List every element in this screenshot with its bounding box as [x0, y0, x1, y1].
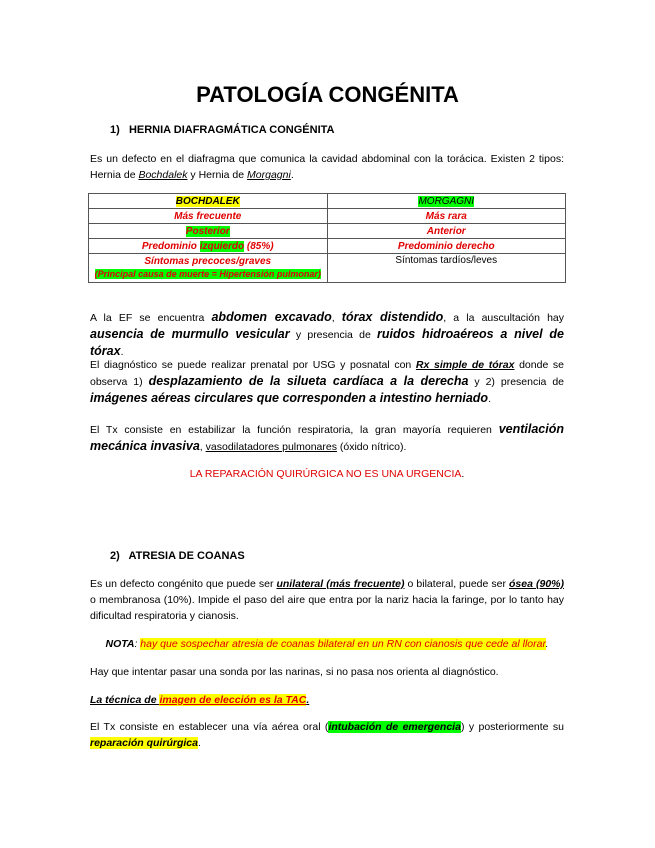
text: y 2) presencia de: [468, 376, 565, 388]
text-emph: unilateral (más frecuente): [276, 578, 405, 590]
table-cell: Más frecuente: [89, 209, 328, 224]
text: Es un defecto congénito que puede ser: [90, 578, 277, 590]
text: El Tx consiste en estabilizar la función respiratoria, la gran mayoría requieren: [90, 424, 499, 436]
section1-intro: [90, 151, 564, 183]
text-emph: tórax distendido: [341, 310, 444, 324]
table-row: [89, 254, 566, 283]
table-cell: Predominio derecho: [327, 239, 566, 254]
intro-dot: .: [290, 169, 294, 181]
section1-paragraph-dx: [90, 357, 564, 407]
warning-dot: .: [461, 468, 465, 480]
cell-text: Síntomas precoces/graves: [144, 256, 272, 267]
text: y presencia de: [289, 329, 378, 341]
table-header-bochdalek: [89, 194, 328, 209]
cell-text-highlight: (Principal causa de muerte = Hipertensión pulmonar): [94, 269, 321, 279]
text: El Tx consiste en establecer una vía aérea oral (: [90, 721, 329, 733]
section2-heading: [110, 550, 245, 562]
text-emph: intubación de emergencia: [328, 721, 461, 733]
text: o membranosa (10%). Impide el paso del aire que entra por la nariz hacia la faringe, por lo tanto hay dificultad respiratoria y cianosis.: [90, 594, 564, 622]
comparison-table: [88, 193, 566, 283]
text-emph: desplazamiento de la silueta cardíaca a la derecha: [148, 374, 469, 388]
table-cell: Anterior: [327, 224, 566, 239]
table-header-morgagni: [327, 194, 566, 209]
section1-number: 1): [110, 124, 120, 136]
section2-paragraph-def: [90, 576, 564, 624]
header-text: MORGAGNI: [418, 195, 475, 207]
table-cell: [89, 224, 328, 239]
section2-title: ATRESIA DE COANAS: [128, 550, 245, 562]
intro-text-2: y Hernia de: [187, 169, 248, 181]
intro-bochdalek: Bochdalek: [138, 169, 188, 181]
text-emph: ausencia de murmullo vesicular: [90, 327, 290, 341]
tac-highlight: imagen de elección es la TAC: [159, 694, 307, 706]
table-row: [89, 239, 566, 254]
text-emph: ventilación mecánica invasiva: [90, 422, 564, 453]
note-text: hay que sospechar atresia de coanas bilateral en un RN con cianosis que cede al llorar: [140, 638, 546, 650]
table-cell: [89, 239, 328, 254]
table-row: [89, 224, 566, 239]
section1-warning: [90, 466, 564, 482]
cell-text-highlight: izquierdo: [199, 240, 245, 252]
text: ,: [331, 312, 342, 324]
text: (óxido nítrico).: [336, 441, 407, 453]
text: donde se observa 1): [90, 359, 565, 388]
table-cell: Más rara: [327, 209, 566, 224]
text: ) y posteriormente su: [460, 721, 565, 733]
note-colon: :: [134, 638, 141, 650]
cell-text: Posterior: [185, 225, 230, 237]
note-label: NOTA: [105, 638, 135, 650]
cell-text: (85%): [244, 240, 274, 252]
text: A la EF se encuentra: [90, 312, 212, 324]
text: .: [488, 393, 491, 405]
section1-paragraph-tx: [90, 421, 564, 455]
warning-text: LA REPARACIÓN QUIRÚRGICA NO ES UNA URGENCIA: [189, 468, 462, 480]
page-title: PATOLOGÍA CONGÉNITA: [196, 82, 459, 107]
text: .: [120, 346, 124, 358]
section1-title: HERNIA DIAFRAGMÁTICA CONGÉNITA: [128, 124, 335, 136]
text-underline: vasodilatadores pulmonares: [205, 441, 337, 453]
header-text: BOCHDALEK: [175, 195, 240, 207]
section2-number: 2): [110, 550, 120, 562]
text: .: [197, 737, 201, 749]
table-row: [89, 194, 566, 209]
text: , a la auscultación hay: [443, 312, 564, 324]
text-emph: reparación quirúrgica: [90, 737, 198, 749]
table-cell: Síntomas tardíos/leves: [327, 254, 566, 283]
text-emph: ruidos hidroaéreos a nivel de tórax: [90, 327, 564, 358]
intro-morgagni: Morgagni: [247, 169, 291, 181]
section2-tac: [90, 692, 564, 708]
section1-heading: [110, 124, 334, 136]
table-row: [89, 209, 566, 224]
tac-text: La técnica de: [90, 694, 160, 706]
text: o bilateral, puede ser: [404, 578, 510, 590]
text-emph: imágenes aéreas circulares que corresponden a intestino herniado: [90, 391, 489, 405]
text-emph: abdomen excavado: [211, 310, 332, 324]
section1-paragraph-ef: [90, 309, 564, 360]
section2-paragraph-sonda: Hay que intentar pasar una sonda por las narinas, si no pasa nos orienta al diagnóstico.: [90, 666, 499, 678]
cell-text: Predominio: [141, 240, 200, 252]
section2-paragraph-tx: [90, 719, 564, 751]
section2-note: [90, 636, 564, 652]
text: El diagnóstico se puede realizar prenatal por USG y posnatal con: [90, 359, 416, 371]
table-cell: [89, 254, 328, 283]
text: ,: [199, 441, 206, 453]
note-dot: .: [545, 638, 549, 650]
intro-text: Es un defecto en el diafragma que comunica la cavidad abdominal con la torácica. Existen 2 tipos: Hernia de: [90, 153, 564, 181]
text-emph: Rx simple de tórax: [415, 359, 515, 371]
text-emph: ósea (90%): [509, 578, 564, 590]
tac-dot: .: [306, 694, 310, 706]
